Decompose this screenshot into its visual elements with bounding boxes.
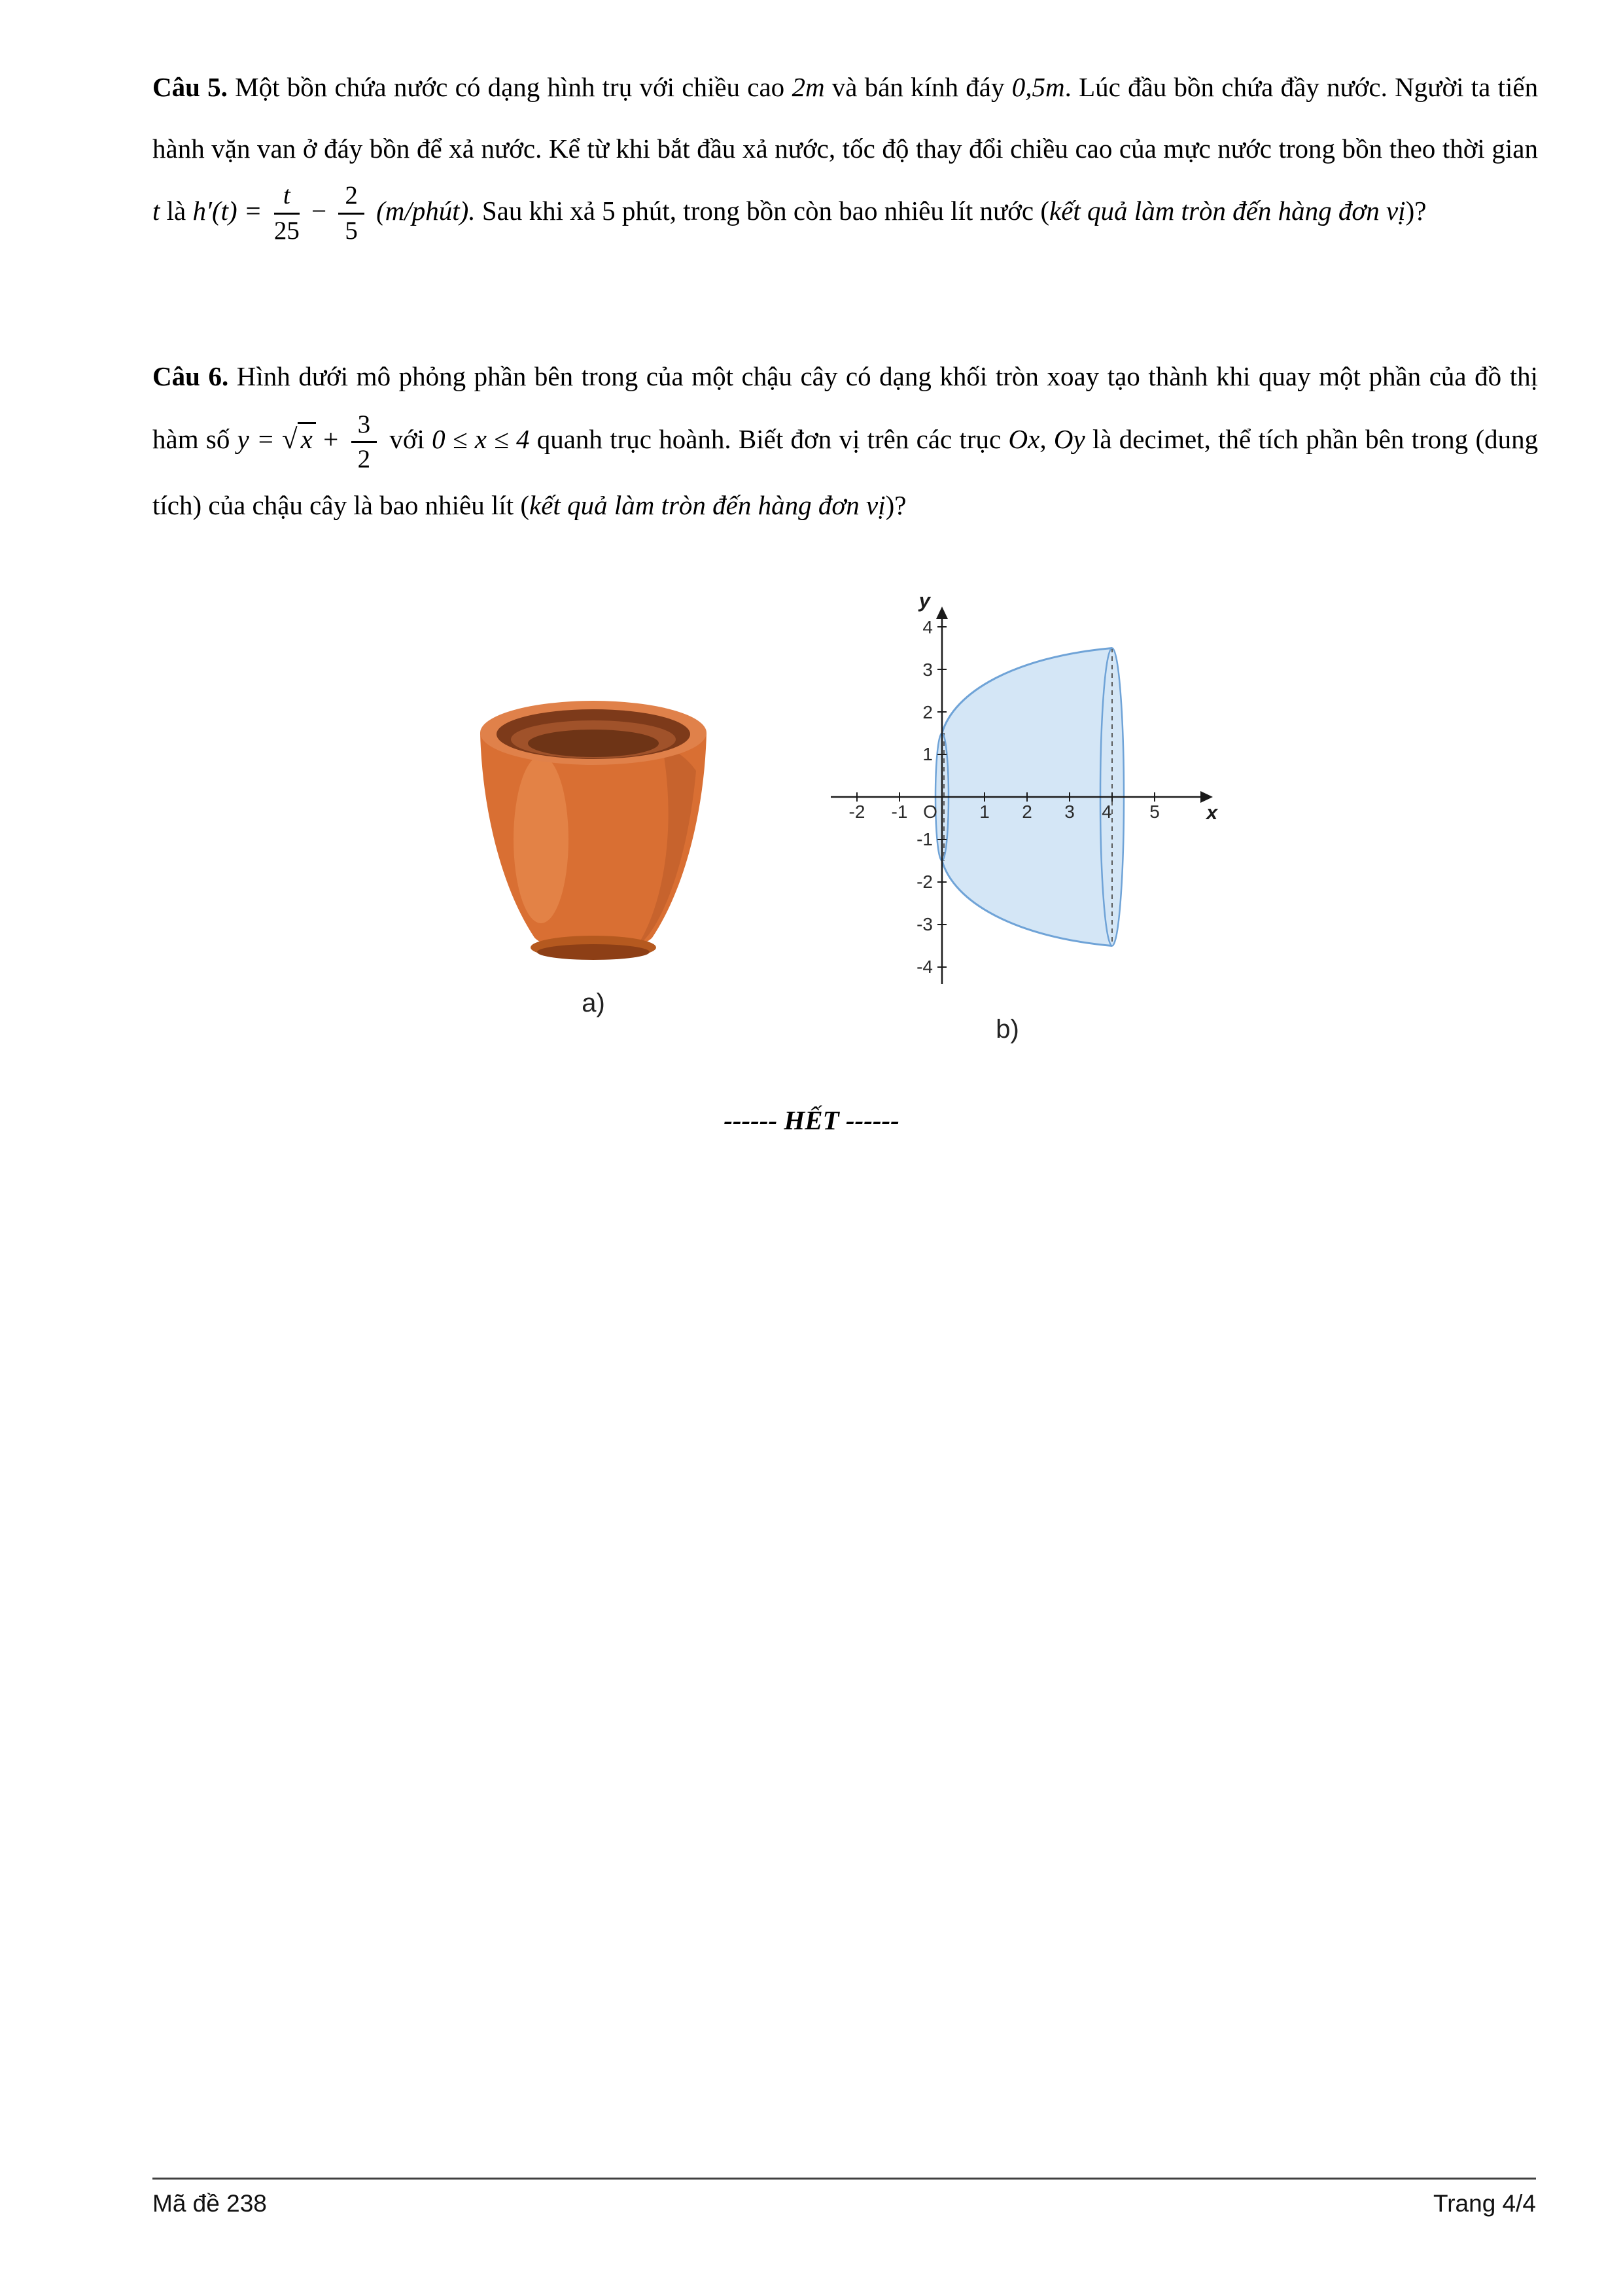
- q6-text-5: )?: [885, 490, 907, 521]
- q6-sqrt-arg: x: [298, 422, 316, 454]
- pot-inner-depth: [528, 730, 659, 757]
- end-marker: ------ HẾT ------: [724, 1105, 899, 1135]
- x-tick-label: 2: [1022, 802, 1032, 822]
- y-axis-label: y: [918, 589, 930, 612]
- q6-text-3: quanh trục hoành. Biết đơn vị trên các trục: [536, 424, 1002, 455]
- q5-text-2: và bán kính đáy: [831, 72, 1005, 102]
- footer-exam-code: Mã đề 238: [152, 2190, 267, 2217]
- q6-text-4: là decimet, thể tích phần bên trong (dung tích) của chậu cây là bao nhiêu lít (: [152, 424, 1539, 521]
- figure-a-pot: [466, 692, 721, 1018]
- q5-text-1: Một bồn chứa nước có dạng hình trụ với chiều cao: [235, 72, 785, 102]
- q5-frac1-den: 25: [273, 216, 300, 245]
- x-tick-label: 3: [1064, 802, 1075, 822]
- question-5: [152, 56, 1538, 245]
- q6-formula: [237, 410, 390, 474]
- q5-fraction-1: [274, 181, 300, 246]
- q5-formula-unit: (m/phút).: [376, 195, 476, 226]
- q5-text-5: Sau khi xả 5 phút, trong bồn còn bao nhiêu lít nước (: [481, 195, 1050, 226]
- q6-text-1: Hình dưới mô phỏng phần bên trong của một chậu cây có dạng khối tròn xoay tạo thành khi quay một phần của đồ thị hàm số: [152, 361, 1539, 455]
- pot-highlight: [514, 756, 568, 923]
- q5-label: Câu 5.: [152, 72, 228, 102]
- y-axis-arrow: [936, 607, 948, 619]
- origin-label: O: [923, 802, 937, 822]
- q5-frac2-den: 5: [345, 216, 358, 245]
- q5-frac2-num: 2: [338, 181, 364, 215]
- figure-b-graph: [792, 588, 1223, 1044]
- q5-text-3: . Lúc đầu bồn chứa đầy nước. Người ta tiến hành vặn van ở đáy bồn để xả nước. Kể từ khi bắt đầu xả nước, tốc độ thay đổi chiều cao của mực nước trong bồn theo thời gian: [152, 72, 1539, 164]
- q6-math-axes: Ox, Oy: [1008, 424, 1085, 455]
- page-footer: [152, 2178, 1536, 2217]
- x-tick-label: -1: [891, 802, 908, 822]
- y-tick-label: 4: [922, 617, 933, 637]
- figure-b-label: b): [996, 1015, 1019, 1044]
- pot-illustration: [466, 692, 721, 980]
- y-tick-label: -2: [916, 872, 933, 892]
- y-tick-label: -3: [916, 914, 933, 934]
- revolution-graph: [792, 588, 1223, 1006]
- footer-page-number: Trang 4/4: [1433, 2190, 1536, 2217]
- y-tick-label: 3: [922, 660, 933, 680]
- q6-sqrt-sign: √: [282, 424, 298, 455]
- q6-formula-lhs: y =: [237, 424, 275, 455]
- y-tick-label: -1: [916, 829, 933, 849]
- q5-math-2m: 2m: [792, 72, 825, 102]
- q6-italic-note: kết quả làm tròn đến hàng đơn vị: [529, 490, 886, 521]
- q5-fraction-2: [338, 181, 364, 246]
- q5-italic-note: kết quả làm tròn đến hàng đơn vị: [1049, 195, 1406, 226]
- q5-formula-lhs: h′(t) =: [192, 195, 262, 226]
- y-tick-label: 1: [922, 744, 933, 764]
- pot-foot-shadow: [537, 944, 650, 960]
- q5-text-6: )?: [1405, 195, 1427, 226]
- x-tick-label: -2: [848, 802, 865, 822]
- q6-frac-den: 2: [357, 445, 371, 474]
- q6-label: Câu 6.: [152, 361, 229, 391]
- q5-math-05m: 0,5m: [1011, 72, 1065, 102]
- q5-text-4: là: [166, 195, 186, 226]
- q5-math-t: t: [152, 195, 160, 226]
- x-tick-label: 1: [979, 802, 990, 822]
- figure-a-label: a): [582, 989, 605, 1017]
- y-tick-label: -4: [916, 957, 933, 977]
- q6-plus-sign: +: [323, 424, 339, 455]
- y-tick-label: 2: [922, 702, 933, 722]
- q5-frac1-num: t: [283, 181, 290, 209]
- q5-formula: [192, 181, 482, 245]
- question-6: [152, 345, 1538, 536]
- q6-frac-num: 3: [351, 410, 377, 444]
- q6-math-domain: 0 ≤ x ≤ 4: [432, 424, 530, 455]
- q5-minus-sign: −: [311, 195, 327, 226]
- x-tick-label: 4: [1102, 802, 1112, 822]
- q6-fraction: [351, 410, 377, 475]
- x-tick-label: 5: [1149, 802, 1160, 822]
- x-axis-label: x: [1206, 801, 1218, 824]
- q6-text-2: với: [389, 424, 425, 455]
